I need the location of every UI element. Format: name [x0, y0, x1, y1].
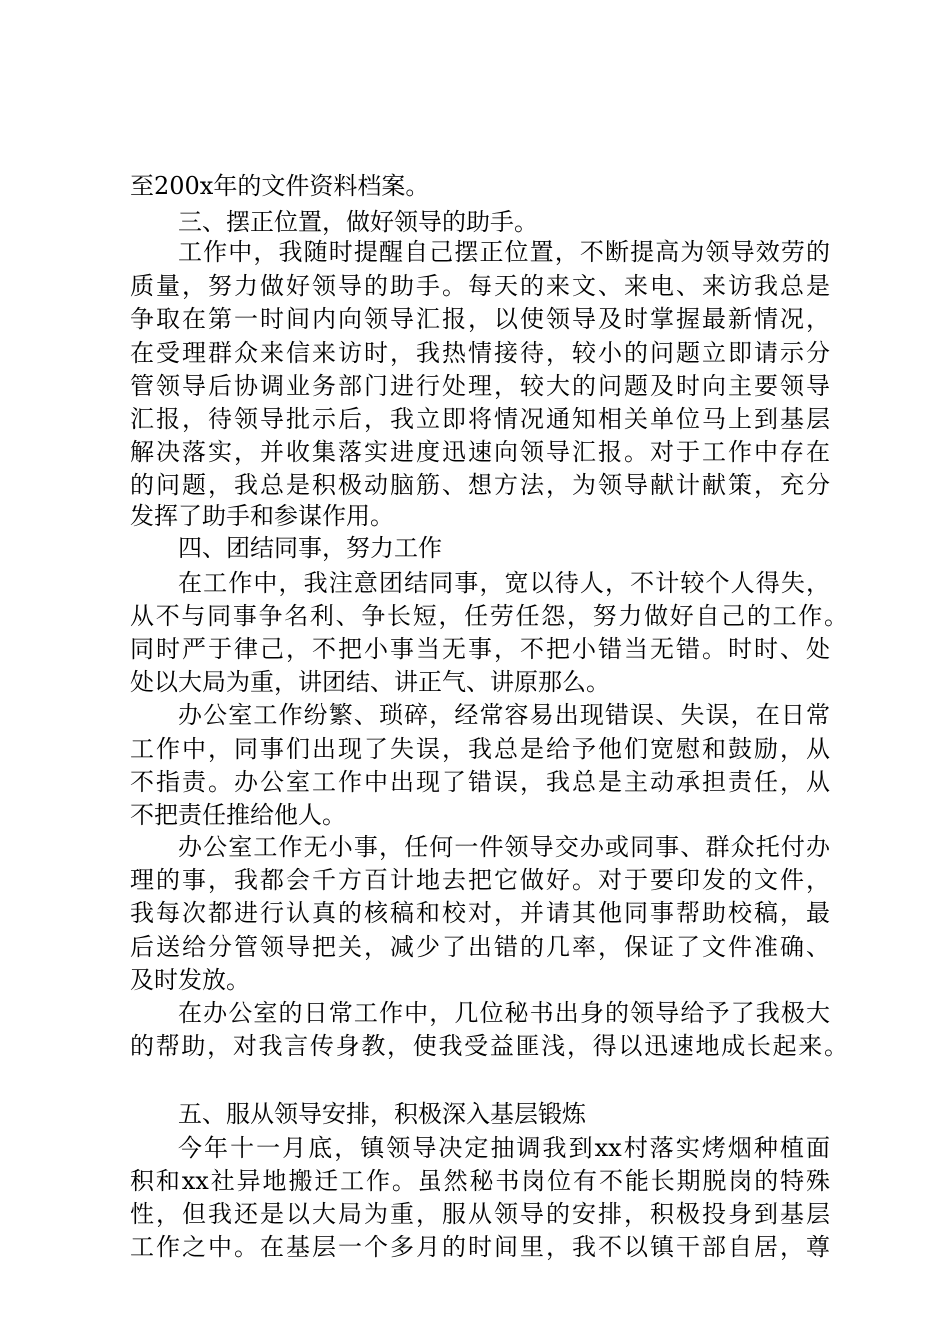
text-line: 工作中，同事们出现了失误，我总是给予他们宽慰和鼓励，从: [130, 735, 830, 763]
section-heading: 四、团结同事，努力工作: [178, 534, 442, 562]
text-line: 在办公室的日常工作中，几位秘书出身的领导给予了我极大: [178, 999, 830, 1027]
text-line: 不指责。办公室工作中出现了错误，我总是主动承担责任，从: [130, 768, 830, 796]
section-heading: 三、摆正位置，做好领导的助手。: [178, 208, 538, 236]
text-line: 同时严于律己，不把小事当无事，不把小错当无错。时时、处: [130, 635, 830, 663]
text-line: 管领导后协调业务部门进行处理，较大的问题及时向主要领导: [130, 372, 830, 400]
text-line: 质量，努力做好领导的助手。每天的来文、来电、来访我总是: [130, 272, 830, 300]
text-line: 后送给分管领导把关，减少了出错的几率，保证了文件准确、: [130, 933, 830, 961]
text-line: 工作中，我随时提醒自己摆正位置，不断提高为领导效劳的: [178, 238, 830, 266]
text-line: 办公室工作纷繁、琐碎，经常容易出现错误、失误，在日常: [178, 701, 830, 729]
text-line: 解决落实，并收集落实进度迅速向领导汇报。对于工作中存在: [130, 438, 830, 466]
text-line: 性，但我还是以大局为重，服从领导的安排，积极投身到基层: [130, 1200, 830, 1228]
text-line: 在受理群众来信来访时，我热情接待，较小的问题立即请示分: [130, 339, 830, 367]
text-line: 理的事，我都会千方百计地去把它做好。对于要印发的文件，: [130, 866, 830, 894]
text-line: 积和xx社异地搬迁工作。虽然秘书岗位有不能长期脱岗的特殊: [130, 1167, 830, 1195]
text-line: 发挥了助手和参谋作用。: [130, 502, 394, 530]
text-line: 我每次都进行认真的核稿和校对，并请其他同事帮助校稿，最: [130, 899, 830, 927]
text-line: 不把责任推给他人。: [130, 801, 346, 829]
text-line: 争取在第一时间内向领导汇报，以使领导及时掌握最新情况，: [130, 305, 830, 333]
text-line: 汇报，待领导批示后，我立即将情况通知相关单位马上到基层: [130, 405, 830, 433]
text-line: 的问题，我总是积极动脑筋、想方法，为领导献计献策，充分: [130, 471, 830, 499]
text-line: 处以大局为重，讲团结、讲正气、讲原那么。: [130, 668, 610, 696]
text-line: 从不与同事争名利、争长短，任劳任怨，努力做好自己的工作。: [130, 602, 848, 630]
section-heading: 五、服从领导安排，积极深入基层锻炼: [178, 1100, 586, 1128]
text-line: 办公室工作无小事，任何一件领导交办或同事、群众托付办: [178, 833, 830, 861]
text-line: 今年十一月底，镇领导决定抽调我到xx村落实烤烟种植面: [178, 1134, 830, 1162]
text-line: 至200x年的文件资料档案。: [130, 172, 430, 200]
text-line: 及时发放。: [130, 966, 250, 994]
text-line: 在工作中，我注意团结同事，宽以待人，不计较个人得失，: [178, 569, 830, 597]
text-line: 工作之中。在基层一个多月的时间里，我不以镇干部自居，尊: [130, 1233, 830, 1261]
text-line: 的帮助，对我言传身教，使我受益匪浅，得以迅速地成长起来。: [130, 1032, 848, 1060]
